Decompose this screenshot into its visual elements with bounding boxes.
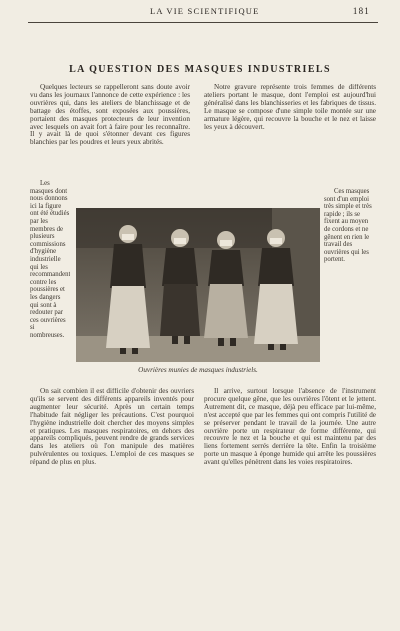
paragraph: Notre gravure représente trois femmes de différents ateliers portant le masque, dont l'emploi est aujourd'hui généralisé dans les blanchisseries et les fabriques de tissus. Le masque se compose d'une simple toile montée sur une armature légère, qui recouvre la bouche et le nez et laisse les yeux à découvert.	[204, 84, 376, 131]
paragraph: Il arrive, surtout lorsque l'absence de l'instrument procure quelque gêne, que les ouvrières l'ôtent et le jettent. Autrement dit, ce masque, déjà peu efficace par lui-même, n'est accepté que par les femmes qui ont compris l'utilité de se préserver pendant le travail de la journée. Une autre ouvrière porte un respirateur de forme différente, qui recouvre le nez et la bouche et qui est maintenu par des liens fortement serrés derrière la tête. Enfin la troisième porte un masque à éponge humide qui arrête les poussières avant qu'elles pénètrent dans les voies respiratoires.	[204, 388, 376, 467]
figure-caption: Ouvrières munies de masques industriels.	[138, 366, 258, 374]
photo-workers-with-masks	[76, 208, 320, 362]
text-column-right-narrow	[324, 188, 376, 362]
text-column-right-bottom	[204, 388, 376, 620]
photo-illustration	[76, 208, 320, 362]
paragraph: Ces masques sont d'un emploi très simple et très rapide ; ils se fixent au moyen de cordons et ne gênent en rien le travail des ouvrières qui les portent.	[324, 188, 372, 264]
text-column-left-narrow	[30, 180, 70, 362]
article-title: LA QUESTION DES MASQUES INDUSTRIELS	[69, 64, 331, 75]
header-rule	[28, 22, 378, 23]
text-column-left-bottom	[30, 388, 194, 620]
text-column-left-top	[30, 84, 190, 180]
text-column-right-top	[204, 84, 376, 188]
paragraph: Quelques lecteurs se rappelleront sans doute avoir vu dans les journaux l'annonce de cette expérience : les ouvrières qui, dans les ateliers de blanchissage et de battage des étoffes, sont exposées aux poussières, portaient des masques protecteurs de leur invention avec lesquels on avait fort à faire pour les reconnaître. Il y avait là de quoi s'étonner devant ces figures blanchies par les poudres et leurs yeux abrités.	[30, 84, 190, 147]
running-title: LA VIE SCIENTIFIQUE	[150, 6, 260, 16]
paragraph: Les masques dont nous donnons ici la figure ont été étudiés par les membres de plusieurs commissions d'hygiène industrielle qui les recommandent contre les poussières et les dangers qui sont à redouter par ces ouvrières si nombreuses.	[30, 180, 70, 339]
page-number: 181	[352, 6, 370, 16]
running-header	[0, 6, 400, 20]
paragraph: On sait combien il est difficile d'obtenir des ouvriers qu'ils se servent des différents appareils inventés pour augmenter leur sécurité. Après un certain temps l'habitude fait négliger les précautions. C'est pourquoi l'hygiène industrielle doit chercher des moyens simples et pratiques. Les masques respiratoires, en dehors des appareils compliqués, peuvent rendre de grands services dans les ateliers où l'on manipule des matières pulvérulentes ou toxiques. L'emploi de ces masques se répand de plus en plus.	[30, 388, 194, 467]
